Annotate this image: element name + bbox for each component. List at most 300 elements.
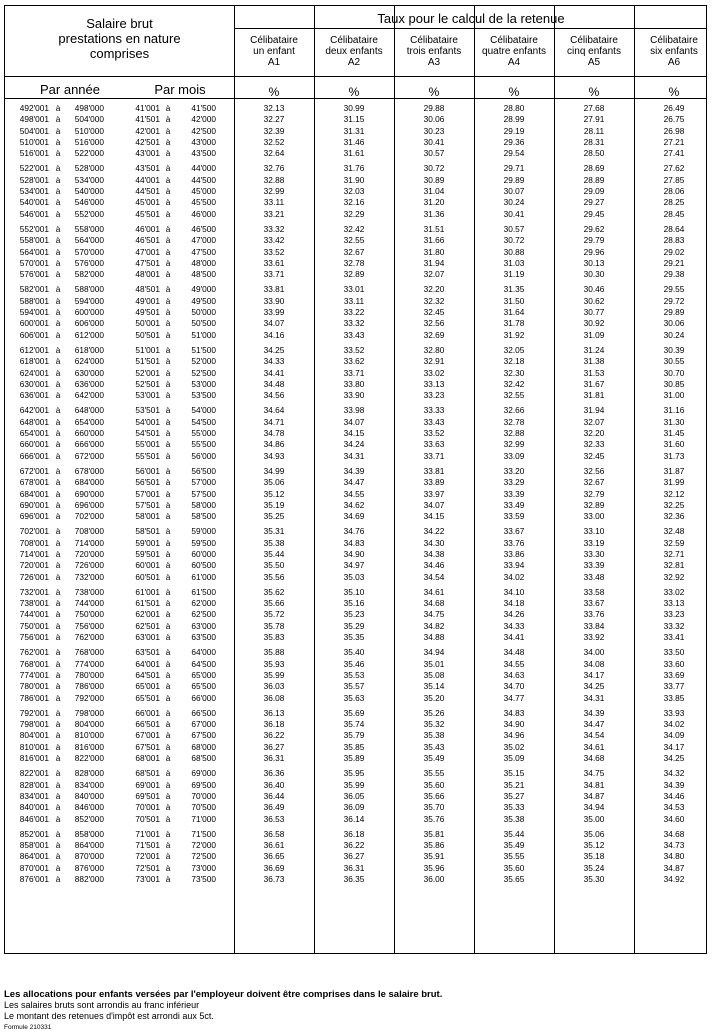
year-from: 876'001 <box>19 874 49 884</box>
year-to: 606'000 <box>74 318 104 329</box>
month-to: 47'000 <box>191 235 216 246</box>
table-row <box>5 780 708 791</box>
table-row <box>5 477 708 488</box>
rate-a4: 29.71 <box>503 163 525 174</box>
rate-a5: 33.30 <box>583 548 605 559</box>
rate-a1: 35.56 <box>263 571 285 582</box>
table-row <box>5 693 708 704</box>
range-separator: à <box>165 405 171 416</box>
table-row <box>5 802 708 813</box>
rate-a5: 33.76 <box>583 609 605 620</box>
range-separator: à <box>165 307 171 318</box>
rate-a5: 29.45 <box>583 208 605 219</box>
rate-a1: 34.56 <box>263 390 285 401</box>
table-row <box>5 742 708 753</box>
rate-a2: 33.62 <box>343 356 365 367</box>
rate-a2: 35.85 <box>343 741 365 752</box>
range-separator: à <box>165 768 171 779</box>
row-group <box>5 103 708 159</box>
rate-a6: 30.06 <box>663 318 685 329</box>
month-from: 68'501 <box>135 768 160 779</box>
range-separator: à <box>165 344 171 355</box>
year-to: 528'000 <box>74 163 104 174</box>
table-row <box>5 163 708 174</box>
rate-a5: 28.69 <box>583 163 605 174</box>
range-separator: à <box>55 620 61 631</box>
rate-a6: 31.73 <box>663 450 685 461</box>
range-separator: à <box>55 658 61 669</box>
rate-a5: 30.46 <box>583 284 605 295</box>
rate-a6: 34.46 <box>663 790 685 801</box>
rate-a5: 33.58 <box>583 586 605 597</box>
year-to: 810'000 <box>74 730 104 741</box>
year-to: 672'000 <box>74 450 104 461</box>
rate-a6: 34.68 <box>663 828 685 839</box>
year-from: 648'001 <box>19 416 49 427</box>
table-row <box>5 209 708 220</box>
rate-a6: 32.92 <box>663 571 685 582</box>
rate-a3: 34.15 <box>423 511 445 522</box>
rate-a2: 35.10 <box>343 586 365 597</box>
year-to: 666'000 <box>74 439 104 450</box>
year-to: 744'000 <box>74 598 104 609</box>
rate-a6: 29.21 <box>663 257 685 268</box>
footer-note-rounding-tax: Le montant des retenues d'impôt est arrondi aux 5ct. <box>4 1011 214 1021</box>
rate-a1: 34.48 <box>263 378 285 389</box>
rate-a4: 33.86 <box>503 548 525 559</box>
rate-a4: 33.39 <box>503 488 525 499</box>
rate-a1: 32.13 <box>263 103 285 113</box>
range-separator: à <box>55 632 61 643</box>
month-from: 47'501 <box>135 257 160 268</box>
range-separator: à <box>165 499 171 510</box>
month-from: 59'001 <box>135 537 160 548</box>
range-separator: à <box>165 318 171 329</box>
table-row <box>5 114 708 125</box>
range-separator: à <box>165 148 171 159</box>
rate-a6: 33.23 <box>663 609 685 620</box>
year-to: 780'000 <box>74 669 104 680</box>
year-to: 540'000 <box>74 186 104 197</box>
table-row <box>5 489 708 500</box>
month-from: 52'001 <box>135 367 160 378</box>
rate-a4: 33.76 <box>503 537 525 548</box>
range-separator: à <box>165 632 171 643</box>
month-from: 41'501 <box>135 114 160 125</box>
range-separator: à <box>165 477 171 488</box>
rate-a1: 35.78 <box>263 620 285 631</box>
rate-a4: 33.20 <box>503 465 525 476</box>
rate-a2: 35.40 <box>343 647 365 658</box>
rate-a6: 27.85 <box>663 174 685 185</box>
rate-a4: 31.03 <box>503 257 525 268</box>
range-separator: à <box>55 609 61 620</box>
category-header-a4 <box>474 35 554 68</box>
year-to: 708'000 <box>74 526 104 537</box>
year-to: 510'000 <box>74 125 104 136</box>
rate-a4: 34.70 <box>503 681 525 692</box>
rate-a3: 34.94 <box>423 647 445 658</box>
rate-a3: 33.81 <box>423 465 445 476</box>
rate-a2: 36.31 <box>343 862 365 873</box>
year-to: 630'000 <box>74 367 104 378</box>
table-row <box>5 284 708 295</box>
month-to: 59'000 <box>191 526 216 537</box>
range-separator: à <box>55 329 61 340</box>
month-from: 65'501 <box>135 692 160 703</box>
range-separator: à <box>55 416 61 427</box>
range-separator: à <box>165 125 171 136</box>
rate-a2: 34.07 <box>343 416 365 427</box>
rate-a4: 33.49 <box>503 499 525 510</box>
rate-a2: 34.47 <box>343 477 365 488</box>
month-to: 43'500 <box>191 148 216 159</box>
range-separator: à <box>165 428 171 439</box>
range-separator: à <box>165 136 171 147</box>
rate-a2: 31.90 <box>343 174 365 185</box>
rate-a1: 33.99 <box>263 307 285 318</box>
year-from: 714'001 <box>19 548 49 559</box>
month-to: 58'500 <box>191 511 216 522</box>
rate-a2: 35.29 <box>343 620 365 631</box>
range-separator: à <box>55 730 61 741</box>
rate-a5: 34.31 <box>583 692 605 703</box>
rate-a6: 26.98 <box>663 125 685 136</box>
rate-a3: 35.32 <box>423 719 445 730</box>
month-to: 66'000 <box>191 692 216 703</box>
rate-a4: 32.66 <box>503 405 525 416</box>
rate-a3: 35.76 <box>423 813 445 824</box>
year-from: 558'001 <box>19 235 49 246</box>
range-separator: à <box>55 428 61 439</box>
month-from: 70'501 <box>135 813 160 824</box>
rate-a4: 32.42 <box>503 378 525 389</box>
rate-a5: 32.07 <box>583 416 605 427</box>
range-separator: à <box>55 103 61 113</box>
rate-a3: 35.49 <box>423 753 445 764</box>
rate-a3: 30.41 <box>423 136 445 147</box>
rate-a5: 34.25 <box>583 681 605 692</box>
rate-a5: 30.92 <box>583 318 605 329</box>
footer-notes <box>4 989 707 1033</box>
range-separator: à <box>165 790 171 801</box>
rate-a5: 34.61 <box>583 741 605 752</box>
year-from: 522'001 <box>19 163 49 174</box>
category-label: deux enfants <box>325 46 383 57</box>
month-to: 62'000 <box>191 598 216 609</box>
table-row <box>5 549 708 560</box>
year-from: 780'001 <box>19 681 49 692</box>
range-separator: à <box>165 874 171 884</box>
year-to: 876'000 <box>74 862 104 873</box>
rate-a3: 33.97 <box>423 488 445 499</box>
month-from: 58'501 <box>135 526 160 537</box>
month-to: 50'500 <box>191 318 216 329</box>
year-from: 630'001 <box>19 378 49 389</box>
month-to: 72'500 <box>191 851 216 862</box>
range-separator: à <box>55 439 61 450</box>
table-row <box>5 609 708 620</box>
month-from: 51'501 <box>135 356 160 367</box>
rate-a4: 31.50 <box>503 295 525 306</box>
rate-a2: 36.14 <box>343 813 365 824</box>
rate-a4: 35.27 <box>503 790 525 801</box>
rate-a2: 36.18 <box>343 828 365 839</box>
table-row <box>5 670 708 681</box>
month-from: 72'001 <box>135 851 160 862</box>
rate-a5: 35.30 <box>583 874 605 884</box>
year-from: 546'001 <box>19 208 49 219</box>
year-from: 528'001 <box>19 174 49 185</box>
year-from: 504'001 <box>19 125 49 136</box>
year-to: 660'000 <box>74 428 104 439</box>
year-to: 534'000 <box>74 174 104 185</box>
month-to: 52'500 <box>191 367 216 378</box>
range-separator: à <box>55 390 61 401</box>
range-separator: à <box>165 719 171 730</box>
rate-a6: 34.53 <box>663 802 685 813</box>
year-to: 588'000 <box>74 284 104 295</box>
rate-a3: 34.54 <box>423 571 445 582</box>
rate-a6: 34.80 <box>663 851 685 862</box>
month-to: 56'500 <box>191 465 216 476</box>
range-separator: à <box>165 828 171 839</box>
rate-a1: 36.36 <box>263 768 285 779</box>
rate-a4: 34.41 <box>503 632 525 643</box>
month-to: 61'500 <box>191 586 216 597</box>
year-to: 822'000 <box>74 753 104 764</box>
table-row <box>5 829 708 840</box>
month-to: 43'000 <box>191 136 216 147</box>
rate-a5: 30.77 <box>583 307 605 318</box>
rate-a6: 31.30 <box>663 416 685 427</box>
year-to: 726'000 <box>74 560 104 571</box>
rate-a1: 33.42 <box>263 235 285 246</box>
range-separator: à <box>165 295 171 306</box>
rate-a3: 35.20 <box>423 692 445 703</box>
range-separator: à <box>55 284 61 295</box>
range-separator: à <box>165 609 171 620</box>
range-separator: à <box>165 284 171 295</box>
range-separator: à <box>55 692 61 703</box>
range-separator: à <box>165 465 171 476</box>
row-group <box>5 768 708 824</box>
table-row <box>5 814 708 825</box>
range-separator: à <box>165 511 171 522</box>
month-to: 47'500 <box>191 246 216 257</box>
table-row <box>5 768 708 779</box>
table-row <box>5 791 708 802</box>
category-header-a2 <box>314 35 394 68</box>
month-to: 68'000 <box>191 741 216 752</box>
table-row <box>5 840 708 851</box>
year-to: 774'000 <box>74 658 104 669</box>
month-from: 44'001 <box>135 174 160 185</box>
range-separator: à <box>165 851 171 862</box>
month-from: 42'001 <box>135 125 160 136</box>
rate-a1: 33.32 <box>263 223 285 234</box>
rate-a6: 30.24 <box>663 329 685 340</box>
range-separator: à <box>165 163 171 174</box>
rate-a4: 35.38 <box>503 813 525 824</box>
month-from: 53'501 <box>135 405 160 416</box>
year-from: 822'001 <box>19 768 49 779</box>
rate-a6: 28.06 <box>663 186 685 197</box>
month-from: 72'501 <box>135 862 160 873</box>
rate-a1: 36.40 <box>263 779 285 790</box>
rate-a2: 33.52 <box>343 344 365 355</box>
range-separator: à <box>55 548 61 559</box>
month-to: 54'000 <box>191 405 216 416</box>
rate-a6: 33.85 <box>663 692 685 703</box>
year-from: 864'001 <box>19 851 49 862</box>
table-row <box>5 466 708 477</box>
rate-a5: 30.13 <box>583 257 605 268</box>
year-to: 642'000 <box>74 390 104 401</box>
rate-a4: 28.80 <box>503 103 525 113</box>
range-separator: à <box>165 707 171 718</box>
rate-a4: 32.88 <box>503 428 525 439</box>
month-to: 69'000 <box>191 768 216 779</box>
rate-a4: 35.21 <box>503 779 525 790</box>
table-row <box>5 681 708 692</box>
year-to: 714'000 <box>74 537 104 548</box>
rate-a6: 27.41 <box>663 148 685 159</box>
rate-a4: 35.60 <box>503 862 525 873</box>
table-row <box>5 874 708 885</box>
month-to: 58'000 <box>191 499 216 510</box>
monthly-column-header: Par mois <box>154 82 206 97</box>
rate-a1: 36.44 <box>263 790 285 801</box>
year-from: 708'001 <box>19 537 49 548</box>
rate-a2: 35.63 <box>343 692 365 703</box>
percent-unit: % <box>588 85 600 99</box>
year-to: 768'000 <box>74 647 104 658</box>
rate-a5: 28.11 <box>583 125 605 136</box>
month-to: 51'000 <box>191 329 216 340</box>
rate-a4: 34.83 <box>503 707 525 718</box>
range-separator: à <box>165 450 171 461</box>
year-from: 792'001 <box>19 707 49 718</box>
month-to: 67'500 <box>191 730 216 741</box>
month-from: 49'001 <box>135 295 160 306</box>
year-to: 840'000 <box>74 790 104 801</box>
range-separator: à <box>55 647 61 658</box>
year-from: 516'001 <box>19 148 49 159</box>
rate-a2: 36.27 <box>343 851 365 862</box>
rate-a2: 34.69 <box>343 511 365 522</box>
month-from: 46'001 <box>135 223 160 234</box>
year-from: 576'001 <box>19 269 49 280</box>
rate-a3: 36.00 <box>423 874 445 884</box>
month-from: 60'501 <box>135 571 160 582</box>
range-separator: à <box>55 344 61 355</box>
rate-a4: 30.88 <box>503 246 525 257</box>
month-to: 49'000 <box>191 284 216 295</box>
range-separator: à <box>55 136 61 147</box>
rate-a3: 33.71 <box>423 450 445 461</box>
year-from: 732'001 <box>19 586 49 597</box>
range-separator: à <box>55 477 61 488</box>
rate-a5: 32.45 <box>583 450 605 461</box>
rate-a2: 33.01 <box>343 284 365 295</box>
range-separator: à <box>165 571 171 582</box>
rate-a1: 36.73 <box>263 874 285 884</box>
range-separator: à <box>165 862 171 873</box>
rate-a3: 30.06 <box>423 114 445 125</box>
rate-a6: 29.38 <box>663 269 685 280</box>
table-row <box>5 269 708 280</box>
rate-a4: 30.24 <box>503 197 525 208</box>
rate-a3: 34.61 <box>423 586 445 597</box>
year-to: 552'000 <box>74 208 104 219</box>
month-from: 48'001 <box>135 269 160 280</box>
rate-a5: 33.19 <box>583 537 605 548</box>
year-from: 768'001 <box>19 658 49 669</box>
month-to: 73'000 <box>191 862 216 873</box>
rate-a5: 35.06 <box>583 828 605 839</box>
rate-a1: 36.58 <box>263 828 285 839</box>
rate-a4: 34.33 <box>503 620 525 631</box>
range-separator: à <box>165 329 171 340</box>
category-code: A2 <box>347 57 361 68</box>
month-from: 55'501 <box>135 450 160 461</box>
rate-a3: 33.89 <box>423 477 445 488</box>
rate-a2: 35.95 <box>343 768 365 779</box>
year-from: 678'001 <box>19 477 49 488</box>
range-separator: à <box>55 511 61 522</box>
range-separator: à <box>55 790 61 801</box>
rate-a3: 30.57 <box>423 148 445 159</box>
rate-a5: 33.39 <box>583 560 605 571</box>
rate-a5: 34.68 <box>583 753 605 764</box>
category-header-a5 <box>554 35 634 68</box>
range-separator: à <box>55 537 61 548</box>
rate-a1: 32.88 <box>263 174 285 185</box>
month-to: 64'500 <box>191 658 216 669</box>
rate-a6: 34.25 <box>663 753 685 764</box>
year-from: 870'001 <box>19 862 49 873</box>
rate-a5: 33.67 <box>583 598 605 609</box>
rate-a4: 35.49 <box>503 840 525 851</box>
table-row <box>5 708 708 719</box>
range-separator: à <box>165 174 171 185</box>
range-separator: à <box>55 186 61 197</box>
table-row <box>5 307 708 318</box>
rate-a4: 34.77 <box>503 692 525 703</box>
rate-a6: 33.32 <box>663 620 685 631</box>
year-to: 756'000 <box>74 620 104 631</box>
year-from: 702'001 <box>19 526 49 537</box>
rate-a1: 35.99 <box>263 669 285 680</box>
rate-a4: 32.30 <box>503 367 525 378</box>
rate-a1: 36.69 <box>263 862 285 873</box>
rate-a4: 33.59 <box>503 511 525 522</box>
rate-a2: 33.32 <box>343 318 365 329</box>
rate-a3: 30.89 <box>423 174 445 185</box>
category-label: Célibataire <box>330 35 378 46</box>
range-separator: à <box>55 405 61 416</box>
rate-a2: 36.35 <box>343 874 365 884</box>
range-separator: à <box>165 692 171 703</box>
range-separator: à <box>55 223 61 234</box>
rate-a5: 29.96 <box>583 246 605 257</box>
year-from: 828'001 <box>19 779 49 790</box>
rate-a1: 33.90 <box>263 295 285 306</box>
range-separator: à <box>55 560 61 571</box>
table-row <box>5 235 708 246</box>
rate-a6: 31.87 <box>663 465 685 476</box>
